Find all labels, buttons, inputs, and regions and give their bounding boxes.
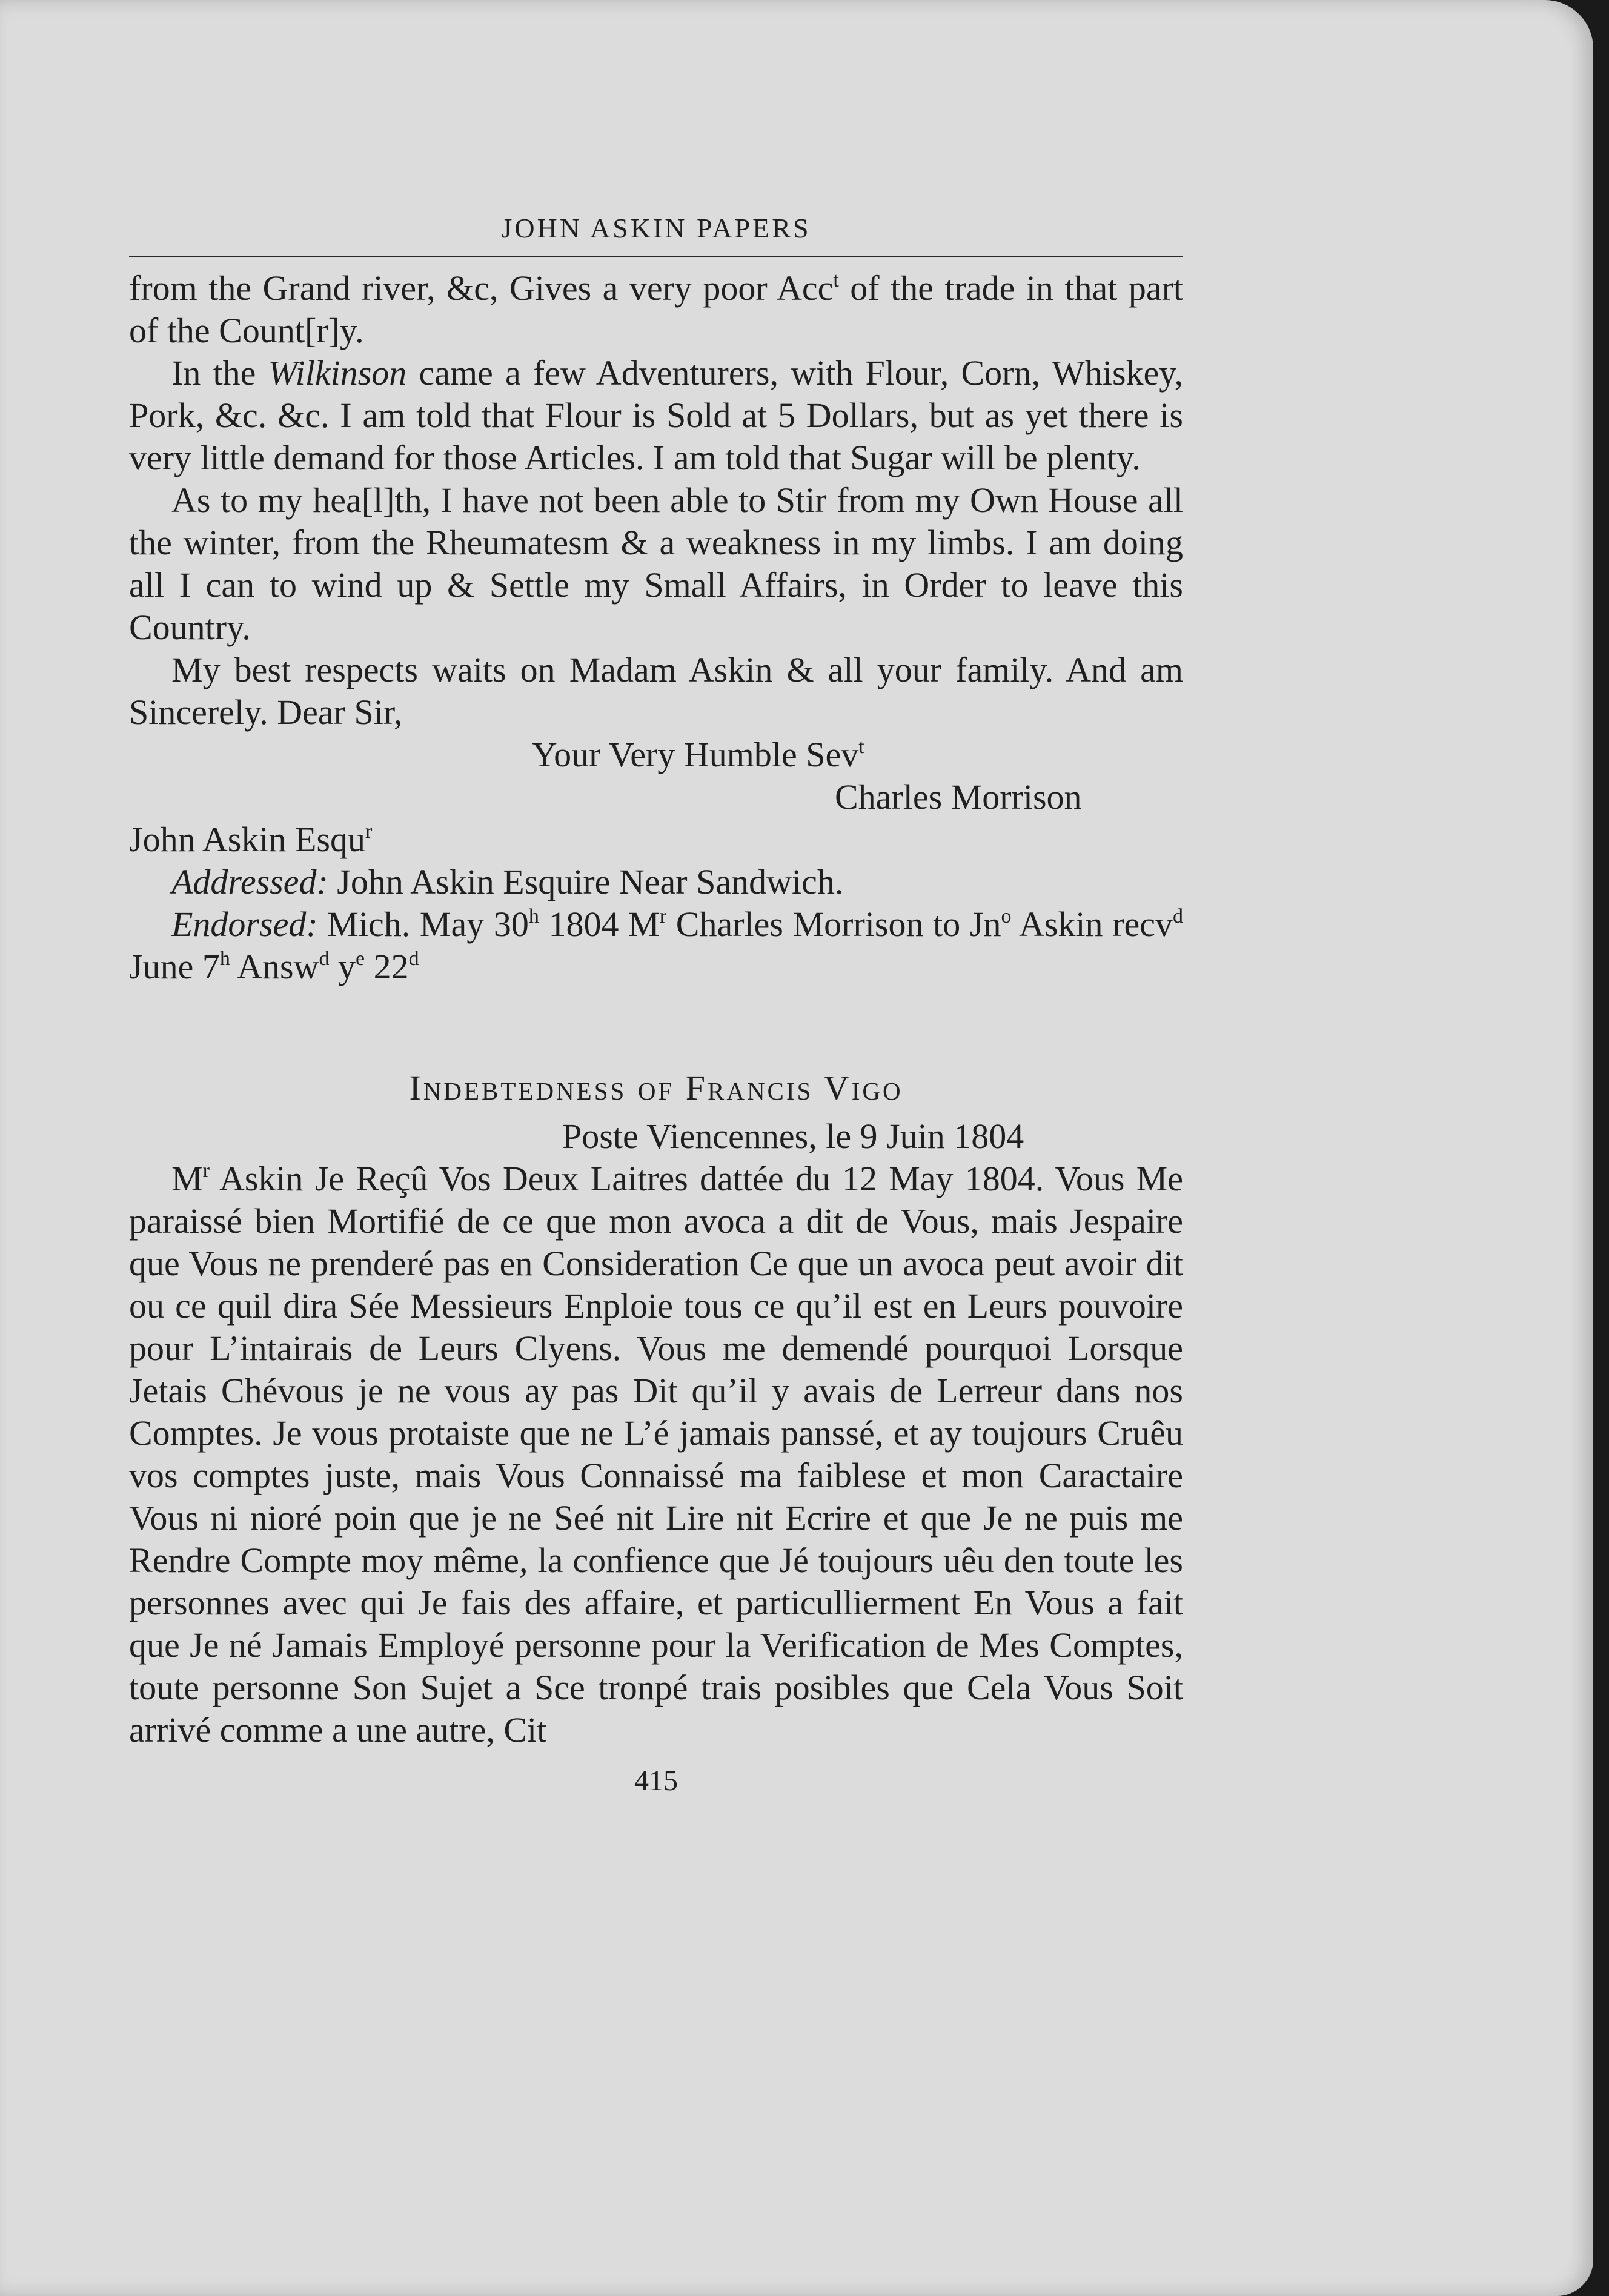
header-rule: [129, 256, 1183, 257]
letter-paragraph-4: My best respects waits on Madam Askin & all your family. And am Sincerely. Dear Sir,: [129, 650, 1183, 732]
page-number: 415: [634, 1765, 678, 1797]
letter-paragraph-1: from the Grand river, &c, Gives a very poor Acc$^t$ of the trade in that part of the Count[r]y.: [129, 268, 1183, 350]
section-title: Indebtedness of Francis Vigo: [409, 1068, 903, 1107]
addressed-note: Addressed: John Askin Esquire Near Sandwich.: [171, 862, 844, 901]
recipient-line: John Askin Esqu$^r$: [129, 820, 373, 859]
letter-closing: Your Very Humble Sev$^t$: [532, 735, 864, 774]
ship-name: Wilkinson: [268, 353, 407, 393]
section-body: $M^r$ Askin Je Reçû Vos Deux Laitres dattée du 12 May 1804. Vous Me paraissé bien Mortifié de ce que mon avoca a dit de Vous, mais Jespaire que Vous ne prenderé pas en Consideration Ce que un avoca peut avoir dit ou ce quil dira Sée Messieurs Enploie tous ce qu’il est en Leurs pouvoire pour L’intairais de Leurs Clyens. Vous me demendé pourquoi Lorsque Jetais Chévous je ne vous ay pas Dit qu’il y avais de Lerreur dans nos Comptes. Je vous protaiste que ne L’é jamais panssé, et ay toujours Cruêu vos comptes juste, mais Vous Connaissé ma faiblese et mon Caractaire Vous ni nioré poin que je ne Seé nit Lire nit Ecrire et que Je ne puis me Rendre Compte moy même, la confience que Jé toujours uêu den toute les personnes avec qui Je fais des affaire, et particullierment En Vous a fait que Je né Jamais Employé personne pour la Verification de Mes Comptes, toute personne Son Sujet a Sce tronpé trais posibles que Cela Vous Soit arrivé comme a une autre, Cit: [129, 1159, 1183, 1750]
letter-paragraph-2: In the Wilkinson came a few Adventurers, with Flour, Corn, Whiskey, Pork, &c. &c. I am told that Flour is Sold at 5 Dollars, but as yet there is very little demand for those Articles. I am told that Sugar will be plenty.: [129, 353, 1183, 477]
page-content: [129, 206, 1183, 1802]
running-head: JOHN ASKIN PAPERS: [501, 213, 811, 244]
addressed-label: Addressed:: [171, 862, 328, 901]
letter-paragraph-3: As to my hea[l]th, I have not been able to Stir from my Own House all the winter, from the Rheumatesm & a weakness in my limbs. I am doing all I can to wind up & Settle my Small Affairs, in Order to leave this Country.: [129, 480, 1183, 647]
signature: Charles Morrison: [835, 777, 1082, 817]
letter-dateline: Poste Viencennes, le 9 Juin 1804: [562, 1116, 1024, 1156]
endorsed-label: Endorsed:: [171, 904, 318, 944]
endorsed-note: Endorsed: Mich. May 30$^h$ 1804 $M^r$ Charles Morrison to Jn$^o$ Askin recv$^d$ June 7$^h$ Answ$^d$ $y^e$ 22$^d$: [129, 904, 1184, 986]
